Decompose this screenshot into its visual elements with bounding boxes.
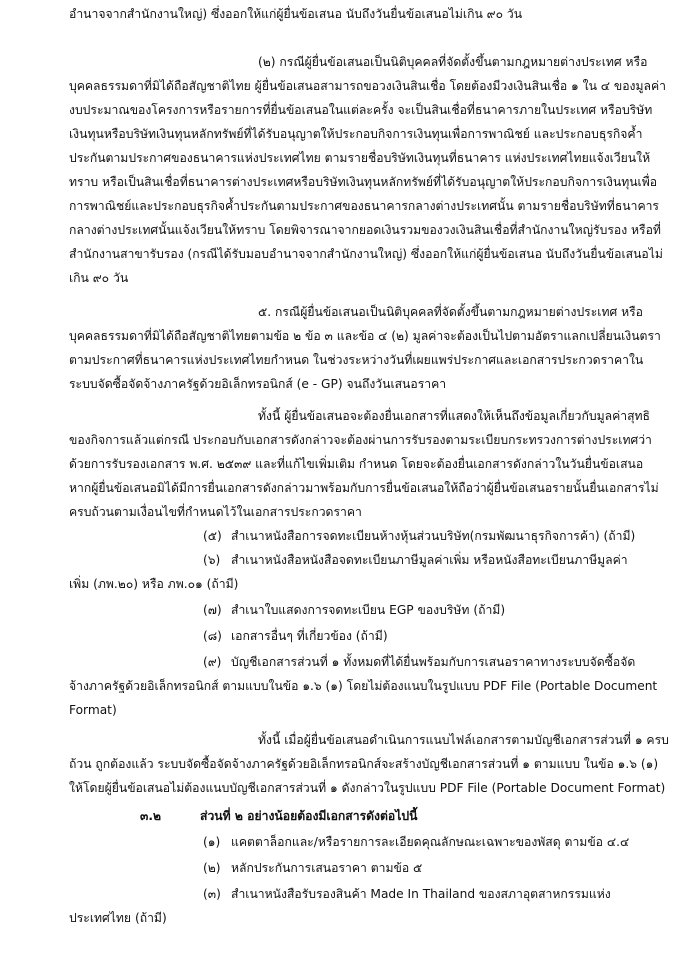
list-item-text: หลักประกันการเสนอราคา ตามข้อ ๕ xyxy=(231,861,423,875)
list-item-number: (๕) xyxy=(203,529,222,543)
paragraph-line: ของกิจการแล้วแต่กรณี ประกอบกับเอกสารดังกล่าวจะต้องผ่านการรับรองตามระเบียบกระทรวงการต่างประเทศว่า xyxy=(69,433,652,447)
list-item-text: สำเนาใบแสดงการจดทะเบียน EGP ของบริษัท (ถ้ามี) xyxy=(231,603,506,617)
list-item-number: (๑) xyxy=(203,835,221,849)
list-item-text: เอกสารอื่นๆ ที่เกี่ยวข้อง (ถ้ามี) xyxy=(231,629,388,643)
list-item-continuation: ประเทศไทย (ถ้ามี) xyxy=(69,911,167,925)
list-item-number: (๘) xyxy=(203,629,222,643)
paragraph-line: สำนักงานสาขารับรอง (กรณีได้รับมอบอำนาจจากสำนักงานใหญ่) ซึ่งออกให้แก่ผู้ยื่นข้อเสนอ นับถึงวันยื่นข้อเสนอไม่ xyxy=(69,247,663,261)
paragraph-line: ถ้วน ถูกต้องแล้ว ระบบจัดซื้อจัดจ้างภาครัฐด้วยอิเล็กทรอนิกส์จะสร้างบัญชีเอกสารส่วนที่ ๑ ตามแบบ ในข้อ ๑.๖ (๑) xyxy=(69,757,659,771)
list-item-continuation: จ้างภาครัฐด้วยอิเล็กทรอนิกส์ ตามแบบในข้อ ๑.๖ (๑) โดยไม่ต้องแนบในรูปแบบ PDF File (Portable Document xyxy=(69,679,658,693)
paragraph-line: เกิน ๙๐ วัน xyxy=(69,271,129,285)
list-item-continuation: เพิ่ม (ภพ.๒๐) หรือ ภพ.๐๑ (ถ้ามี) xyxy=(69,577,239,591)
paragraph-line: บุคคลธรรมดาที่มิได้ถือสัญชาติไทยตามข้อ ๒ ข้อ ๓ และข้อ ๔ (๒) มูลค่าจะต้องเป็นไปตามอัตราแลกเปลี่ยนเงินตรา xyxy=(69,329,661,343)
paragraph-line: ประกันตามประกาศของธนาคารแห่งประเทศไทย ตามรายชื่อบริษัทเงินทุนที่ธนาคาร แห่งประเทศไทยแจ้งเวียนให้ xyxy=(69,151,651,165)
list-item-text: สำเนาหนังสือรับรองสินค้า Made In Thailand ของสภาอุตสาหกรรมแห่ง xyxy=(231,887,611,901)
section-number: ๓.๒ xyxy=(140,809,161,823)
paragraph-line: หากผู้ยื่นข้อเสนอมิได้มีการยื่นเอกสารดังกล่าวมาพร้อมกับการยื่นข้อเสนอให้ถือว่าผู้ยื่นข้อเสนอรายนั้นยื่นเอกสารไม่ xyxy=(69,481,659,495)
paragraph-line: ทั้งนี้ ผู้ยื่นข้อเสนอจะต้องยื่นเอกสารที่แสดงให้เห็นถึงข้อมูลเกี่ยวกับมูลค่าสุทธิ xyxy=(258,409,650,423)
list-item-text: แคตตาล็อกและ/หรือรายการละเอียดคุณลักษณะเฉพาะของพัสดุ ตามข้อ ๔.๔ xyxy=(231,835,630,849)
list-item-number: (๖) xyxy=(203,553,221,567)
paragraph-line: (๒) กรณีผู้ยื่นข้อเสนอเป็นนิติบุคคลที่จัดตั้งขึ้นตามกฎหมายต่างประเทศ หรือ xyxy=(258,55,648,69)
paragraph-line: ให้โดยผู้ยื่นข้อเสนอไม่ต้องแนบบัญชีเอกสารส่วนที่ ๑ ดังกล่าวในรูปแบบ PDF File (Portable Document Format) xyxy=(69,781,666,795)
list-item-number: (๓) xyxy=(203,887,221,901)
list-item-number: (๙) xyxy=(203,655,222,669)
paragraph-line: ทั้งนี้ เมื่อผู้ยื่นข้อเสนอดำเนินการแนบไฟล์เอกสารตามบัญชีเอกสารส่วนที่ ๑ ครบ xyxy=(258,733,669,747)
paragraph-line: ตามประกาศที่ธนาคารแห่งประเทศไทยกำหนด ในช่วงระหว่างวันที่เผยแพร่ประกาศและเอกสารประกวดราคาใน xyxy=(69,353,644,367)
paragraph-line: ๕. กรณีผู้ยื่นข้อเสนอเป็นนิติบุคคลที่จัดตั้งขึ้นตามกฎหมายต่างประเทศ หรือ xyxy=(258,305,643,319)
paragraph-line: ด้วยการรับรองเอกสาร พ.ศ. ๒๕๓๙ และที่แก้ไขเพิ่มเติม กำหนด โดยจะต้องยื่นเอกสารดังกล่าวในวันยื่นข้อเสนอ xyxy=(69,457,644,471)
list-item-number: (๒) xyxy=(203,861,221,875)
list-item-text: บัญชีเอกสารส่วนที่ ๑ ทั้งหมดที่ได้ยื่นพร้อมกับการเสนอราคาทางระบบจัดซื้อจัด xyxy=(231,655,636,669)
paragraph-line: อำนาจจากสำนักงานใหญ่) ซึ่งออกให้แก่ผู้ยื่นข้อเสนอ นับถึงวันยื่นข้อเสนอไม่เกิน ๙๐ วัน xyxy=(69,7,523,21)
list-item-text: สำเนาหนังสือหนังสือจดทะเบียนภาษีมูลค่าเพิ่ม หรือหนังสือทะเบียนภาษีมูลค่า xyxy=(231,553,628,567)
paragraph-line: ทราบ หรือเป็นสินเชื่อที่ธนาคารต่างประเทศหรือบริษัทเงินทุนหลักทรัพย์ที่ได้รับอนุญาตให้ประกอบกิจการเงินทุนเพื่อ xyxy=(69,175,658,189)
paragraph-line: บุคคลธรรมดาที่มิได้ถือสัญชาติไทย ผู้ยื่นข้อเสนอสามารถขอวงเงินสินเชื่อ โดยต้องมีวงเงินสินเชื่อ ๑ ใน ๔ ของมูลค่า xyxy=(69,79,667,93)
paragraph-line: เงินทุนหรือบริษัทเงินทุนหลักทรัพย์ที่ได้รับอนุญาตให้ประกอบกิจการเงินทุนเพื่อการพาณิชย์ และประกอบธุรกิจค้ำ xyxy=(69,127,643,141)
list-item-continuation: Format) xyxy=(69,703,117,717)
paragraph-line: ครบถ้วนตามเงื่อนไขที่กำหนดไว้ในเอกสารประกวดราคา xyxy=(69,505,362,519)
section-title: ส่วนที่ ๒ อย่างน้อยต้องมีเอกสารดังต่อไปนี้ xyxy=(200,809,418,823)
paragraph-line: การพาณิชย์และประกอบธุรกิจค้ำประกันตามประกาศของธนาคารกลางต่างประเทศนั้น ตามรายชื่อบริษัทที่ธนาคาร xyxy=(69,199,659,213)
paragraph-line: กลางต่างประเทศนั้นแจ้งเวียนให้ทราบ โดยพิจารณาจากยอดเงินรวมของวงเงินสินเชื่อที่สำนักงานใหญ่รับรอง หรือที่ xyxy=(69,223,661,237)
paragraph-line: งบประมาณของโครงการหรือรายการที่ยื่นข้อเสนอในแต่ละครั้ง จะเป็นสินเชื่อที่ธนาคารภายในประเทศ หรือบริษัท xyxy=(69,103,653,117)
list-item-number: (๗) xyxy=(203,603,222,617)
paragraph-line: ระบบจัดซื้อจัดจ้างภาครัฐด้วยอิเล็กทรอนิกส์ (e - GP) จนถึงวันเสนอราคา xyxy=(69,377,447,391)
list-item-text: สำเนาหนังสือการจดทะเบียนห้างหุ้นส่วนบริษัท(กรมพัฒนาธุรกิจการค้า) (ถ้ามี) xyxy=(231,529,636,543)
